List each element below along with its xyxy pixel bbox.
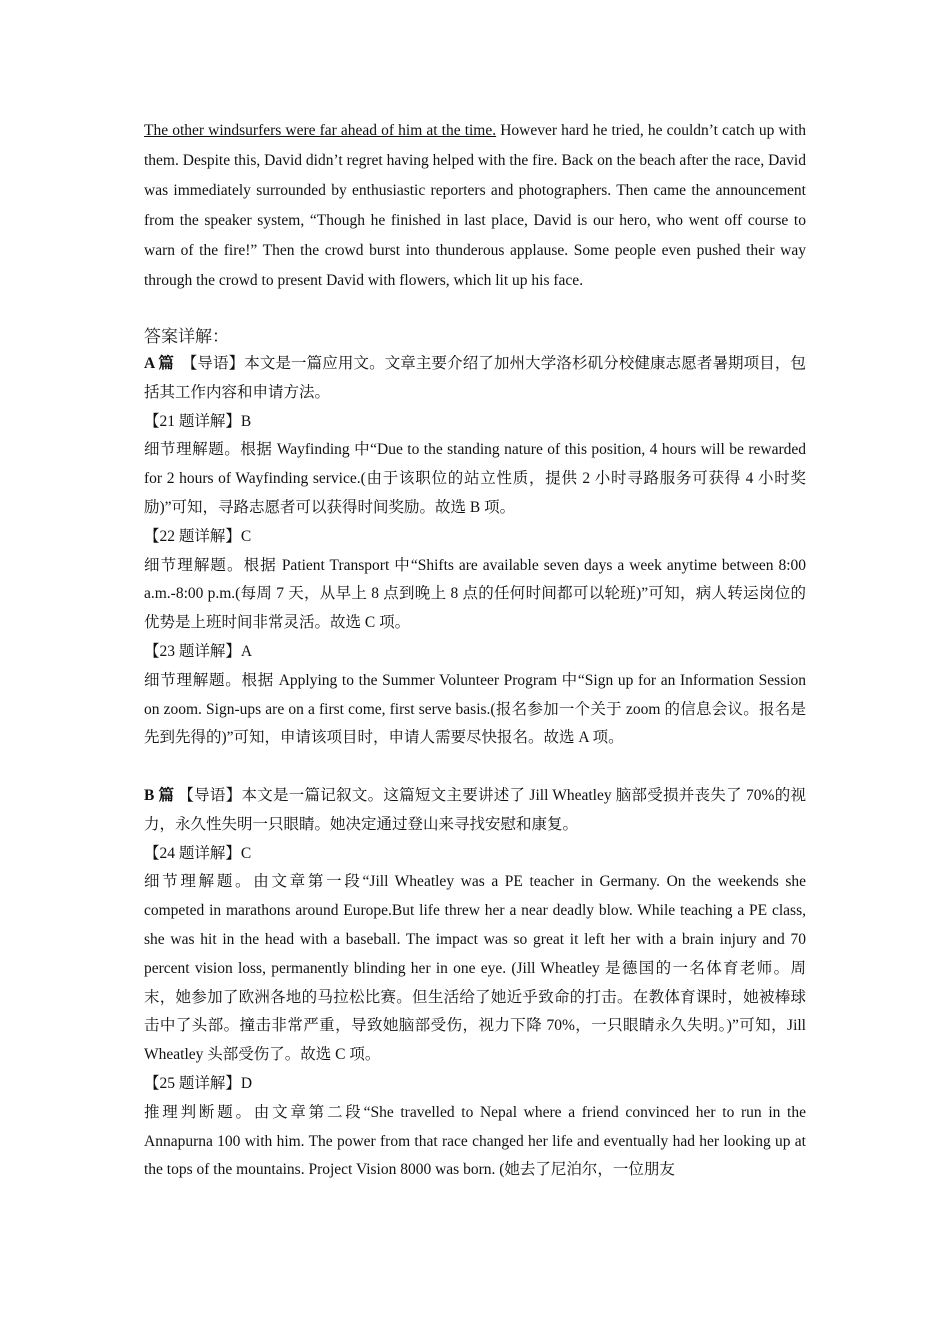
section-a-intro bbox=[144, 350, 806, 408]
story-text: However hard he tried, he couldn’t catch up with them. Despite this, David didn’t regret having helped with the fire. Back on the beach after the race, David was immediately surrounded by enthusiastic reporters and photographers. Then came the announcement from the speaker system, “Though he finished in last place, David is our hero, who went off course to warn of the fire!” Then the crowd burst into thunderous applause. Some people even pushed their way through the crowd to present David with flowers, which lit up his face. bbox=[144, 122, 807, 289]
section-b-label: B 篇 bbox=[144, 786, 175, 804]
underlined-sentence: The other windsurfers were far ahead of him at the time. bbox=[144, 122, 497, 139]
q24-title: 【24 题详解】C bbox=[144, 844, 252, 862]
q25-title: 【25 题详解】D bbox=[144, 1074, 253, 1092]
q21-title: 【21 题详解】B bbox=[144, 412, 252, 430]
story-paragraph bbox=[144, 116, 806, 296]
section-gap bbox=[144, 753, 806, 782]
answers-heading: 答案详解： bbox=[144, 327, 229, 347]
q22-body: 细节理解题。根据 Patient Transport 中“Shifts are available seven days a week anytime between 8:00 a.m.-8:00 p.m.(每周 7 天，从早上 8 点到晚上 8 点的任何时间都可以轮班)”可知，病人转运岗位的优势是上班时间非常灵活。故选 C 项。 bbox=[144, 556, 806, 632]
section-a-intro-text: 【导语】本文是一篇应用文。文章主要介绍了加州大学洛杉矶分校健康志愿者暑期项目，包括其工作内容和申请方法。 bbox=[144, 355, 806, 401]
q23-title: 【23 题详解】A bbox=[144, 642, 253, 660]
q24-body: 细节理解题。由文章第一段“Jill Wheatley was a PE teacher in Germany. On the weekends she competed in marathons around Europe.But life threw her a near deadly blow. While teaching a PE class, she was hit in the head with a baseball. The impact was so great it left her with a brain injury and 70 percent vision loss, permanently blinding her in one eye. (Jill Wheatley 是德国的一名体育老师。周末，她参加了欧洲各地的马拉松比赛。但生活给了她近乎致命的打击。在教体育课时，她被棒球击中了头部。撞击非常严重，导致她脑部受伤，视力下降 70%，一只眼睛永久失明。)”可知，Jill Wheatley 头部受伤了。故选 C 项。 bbox=[144, 873, 806, 1064]
q23-body: 细节理解题。根据 Applying to the Summer Volunteer Program 中“Sign up for an Information Session on zoom. Sign-ups are on a first come, first serve basis.(报名参加一个关于 zoom 的信息会议。报名是先到先得的)”可知，申请该项目时，申请人需要尽快报名。故选 A 项。 bbox=[144, 671, 806, 747]
q25-body: 推理判断题。由文章第二段“She travelled to Nepal where a friend convinced her to run in the Annapurna 100 with him. The power from that race changed her life and eventually had her looking up at the tops of the mountains. Project Vision 8000 was born. (她去了尼泊尔，一位朋友 bbox=[144, 1103, 806, 1179]
q22-title: 【22 题详解】C bbox=[144, 527, 252, 545]
section-b-intro bbox=[144, 782, 806, 840]
section-a-label: A 篇 bbox=[144, 355, 174, 372]
q21-body: 细节理解题。根据 Wayfinding 中“Due to the standing nature of this position, 4 hours will be rewarded for 2 hours of Wayfinding service.(由于该职位的站立性质，提供 2 小时寻路服务可获得 4 小时奖励)”可知，寻路志愿者可以获得时间奖励。故选 B 项。 bbox=[144, 441, 806, 516]
section-b-intro-text: 【导语】本文是一篇记叙文。这篇短文主要讲述了 Jill Wheatley 脑部受损并丧失了 70%的视力，永久性失明一只眼睛。她决定通过登山来寻找安慰和康复。 bbox=[144, 786, 806, 833]
document-page bbox=[144, 116, 806, 1185]
